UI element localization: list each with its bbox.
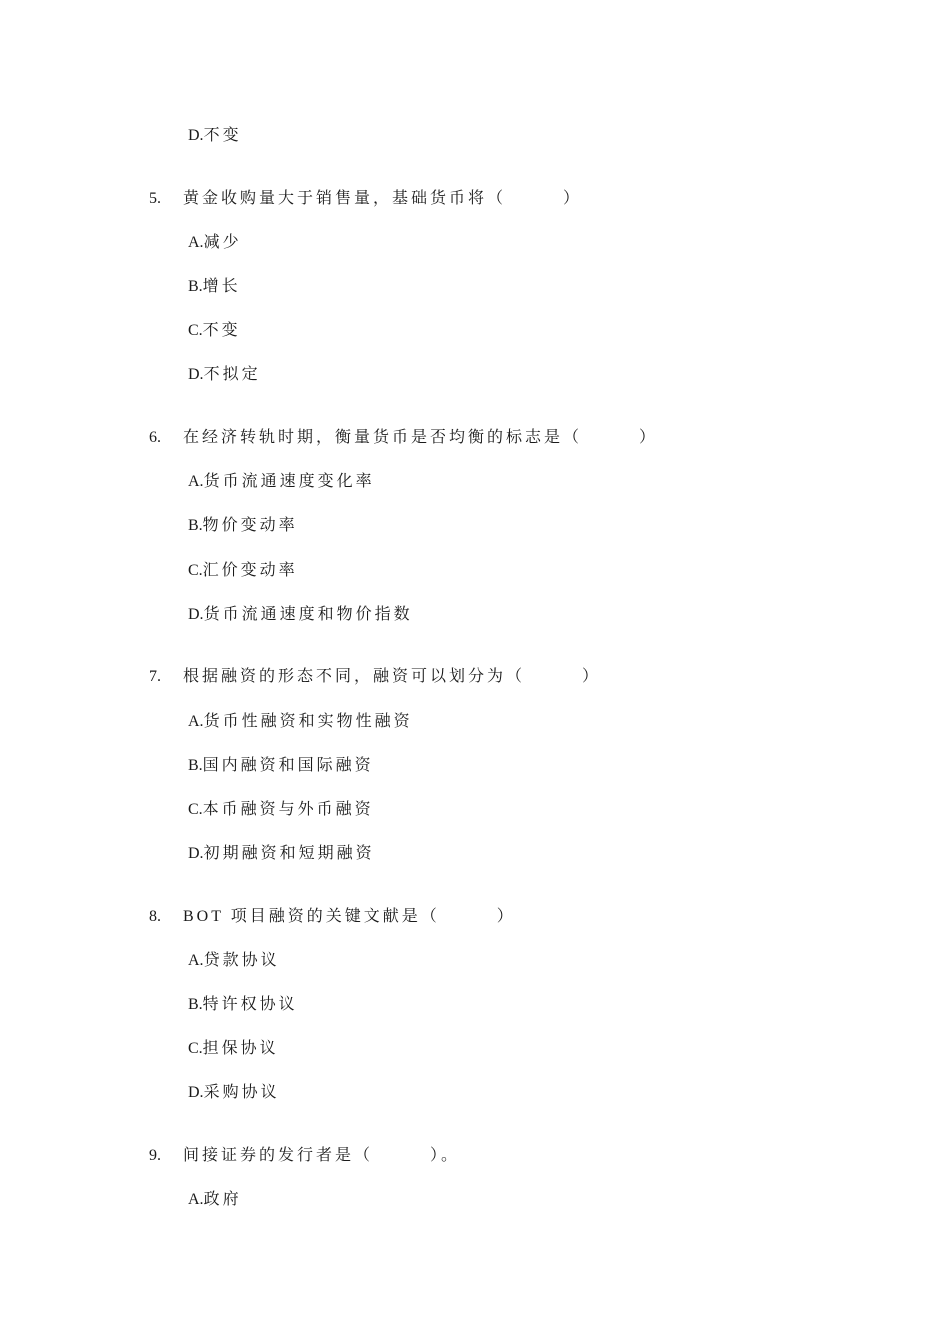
option-a	[188, 951, 280, 971]
option-letter: B.	[188, 996, 203, 1013]
option-text: 本币融资与外币融资	[202, 801, 374, 818]
question-number: 7.	[149, 668, 161, 685]
option-letter: A.	[188, 1191, 204, 1208]
option-letter: D.	[188, 127, 204, 144]
option-b	[188, 995, 298, 1015]
option-text: 增长	[202, 278, 241, 295]
option-letter: A.	[188, 473, 204, 490]
option-d	[188, 1083, 280, 1103]
option-letter: D.	[188, 845, 204, 862]
option-d	[188, 365, 261, 385]
option-d	[188, 605, 413, 625]
option-a	[188, 233, 242, 253]
option-letter: D.	[188, 366, 204, 383]
question-text: 间接证券的发行者是（ ）。	[183, 1147, 461, 1164]
option-letter: B.	[188, 278, 203, 295]
option-text: 初期融资和短期融资	[203, 845, 375, 862]
question-number: 9.	[149, 1147, 161, 1164]
option-text: 货币性融资和实物性融资	[203, 713, 413, 730]
option-text: 货币流通速度和物价指数	[203, 606, 413, 623]
option-text: 贷款协议	[203, 952, 280, 969]
option-letter: C.	[188, 801, 203, 818]
option-text: 国内融资和国际融资	[202, 757, 374, 774]
option-c	[188, 800, 374, 820]
question-number: 5.	[149, 190, 161, 207]
option-a	[188, 1190, 242, 1210]
question-text: BOT 项目融资的关键文献是（ ）	[183, 908, 516, 925]
option-b	[188, 756, 374, 776]
option-letter: D.	[188, 1084, 204, 1101]
question-text: 在经济转轨时期，衡量货币是否均衡的标志是（ ）	[183, 429, 659, 446]
option-text: 物价变动率	[202, 517, 298, 534]
option-letter: A.	[188, 952, 204, 969]
option-text: 减少	[203, 234, 242, 251]
option-text: 不拟定	[203, 366, 261, 383]
option-text: 不变	[202, 322, 241, 339]
option-b	[188, 277, 241, 297]
question-text: 根据融资的形态不同，融资可以划分为（ ）	[183, 668, 602, 685]
option-text: 政府	[203, 1191, 242, 1208]
option-text: 不变	[203, 127, 242, 144]
question-text: 黄金收购量大于销售量，基础货币将（ ）	[183, 190, 583, 207]
question-number: 8.	[149, 908, 161, 925]
option-letter: C.	[188, 562, 203, 579]
option-d	[188, 844, 375, 864]
option-letter: D.	[188, 606, 204, 623]
option-b	[188, 516, 298, 536]
option-c	[188, 1039, 279, 1059]
option-d	[188, 126, 242, 146]
option-text: 特许权协议	[202, 996, 298, 1013]
option-text: 汇价变动率	[202, 562, 298, 579]
option-a	[188, 472, 375, 492]
option-a	[188, 712, 413, 732]
option-letter: C.	[188, 322, 203, 339]
option-letter: A.	[188, 713, 204, 730]
option-c	[188, 561, 298, 581]
question-number: 6.	[149, 429, 161, 446]
option-text: 货币流通速度变化率	[203, 473, 375, 490]
option-letter: B.	[188, 757, 203, 774]
option-letter: C.	[188, 1040, 203, 1057]
option-text: 采购协议	[203, 1084, 280, 1101]
option-text: 担保协议	[202, 1040, 279, 1057]
option-letter: A.	[188, 234, 204, 251]
option-letter: B.	[188, 517, 203, 534]
option-c	[188, 321, 241, 341]
